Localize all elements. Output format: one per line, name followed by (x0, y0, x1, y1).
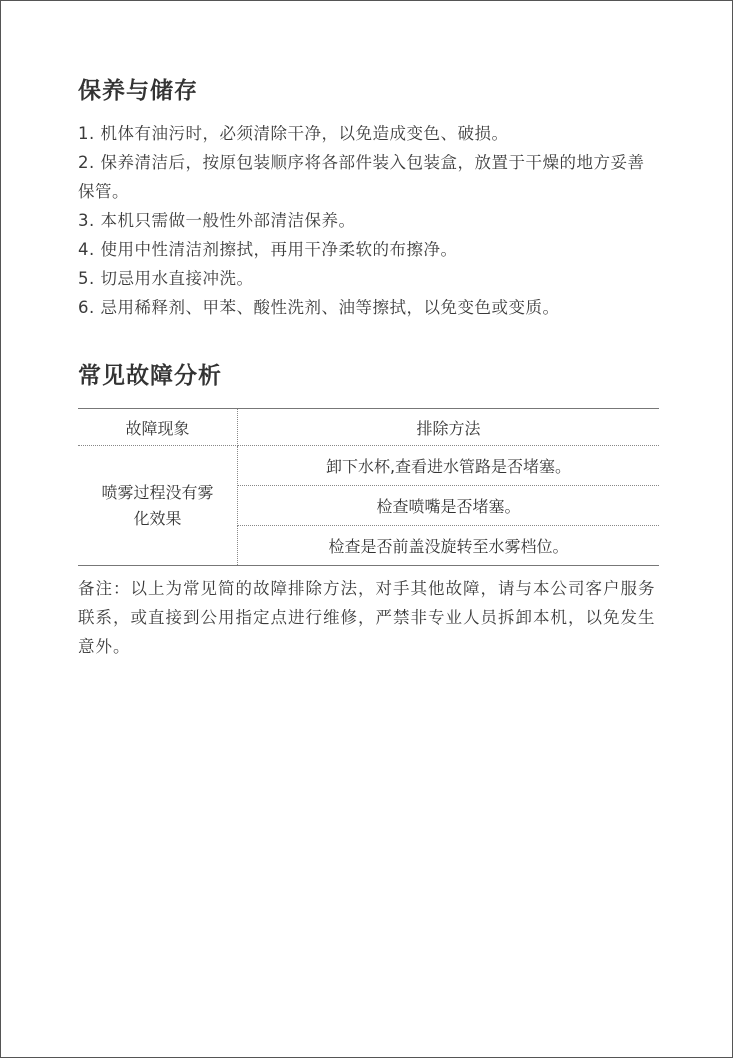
remark-note: 备注：以上为常见简的故障排除方法，对手其他故障，请与本公司客户服务联系，或直接到公用指定点进行维修，严禁非专业人员拆卸本机，以免发生意外。 (78, 579, 656, 656)
care-item: 2. 保养清洁后，按原包装顺序将各部件装入包装盒，放置于干燥的地方妥善保管。 (78, 153, 645, 201)
care-item: 4. 使用中性清洁剂擦拭，再用干净柔软的布擦净。 (78, 240, 458, 259)
symptom-cell (78, 446, 238, 566)
care-item: 6. 忌用稀释剂、甲苯、酸性洗剂、油等擦拭，以免变色或变质。 (78, 298, 560, 317)
symptom-text: 喷雾过程没有雾化效果 (101, 482, 214, 528)
care-item: 3. 本机只需做一般性外部清洁保养。 (78, 211, 356, 230)
solution-cell: 卸下水杯,查看进水管路是否堵塞。 (238, 446, 660, 486)
manual-page (78, 72, 659, 678)
header-symptom: 故障现象 (78, 409, 238, 446)
table-row (78, 446, 659, 486)
solution-cell: 检查是否前盖没旋转至水雾档位。 (238, 526, 660, 566)
troubleshooting-table (78, 408, 659, 566)
care-item: 1. 机体有油污时，必须清除干净，以免造成变色、破损。 (78, 124, 509, 143)
troubleshooting-heading: 常见故障分析 (78, 363, 222, 389)
care-instructions-list (78, 119, 659, 322)
care-item: 5. 切忌用水直接冲洗。 (78, 269, 254, 288)
care-storage-heading: 保养与储存 (78, 78, 198, 104)
solution-cell: 检查喷嘴是否堵塞。 (238, 486, 660, 526)
header-solution: 排除方法 (238, 409, 660, 446)
table-header-row (78, 409, 659, 446)
